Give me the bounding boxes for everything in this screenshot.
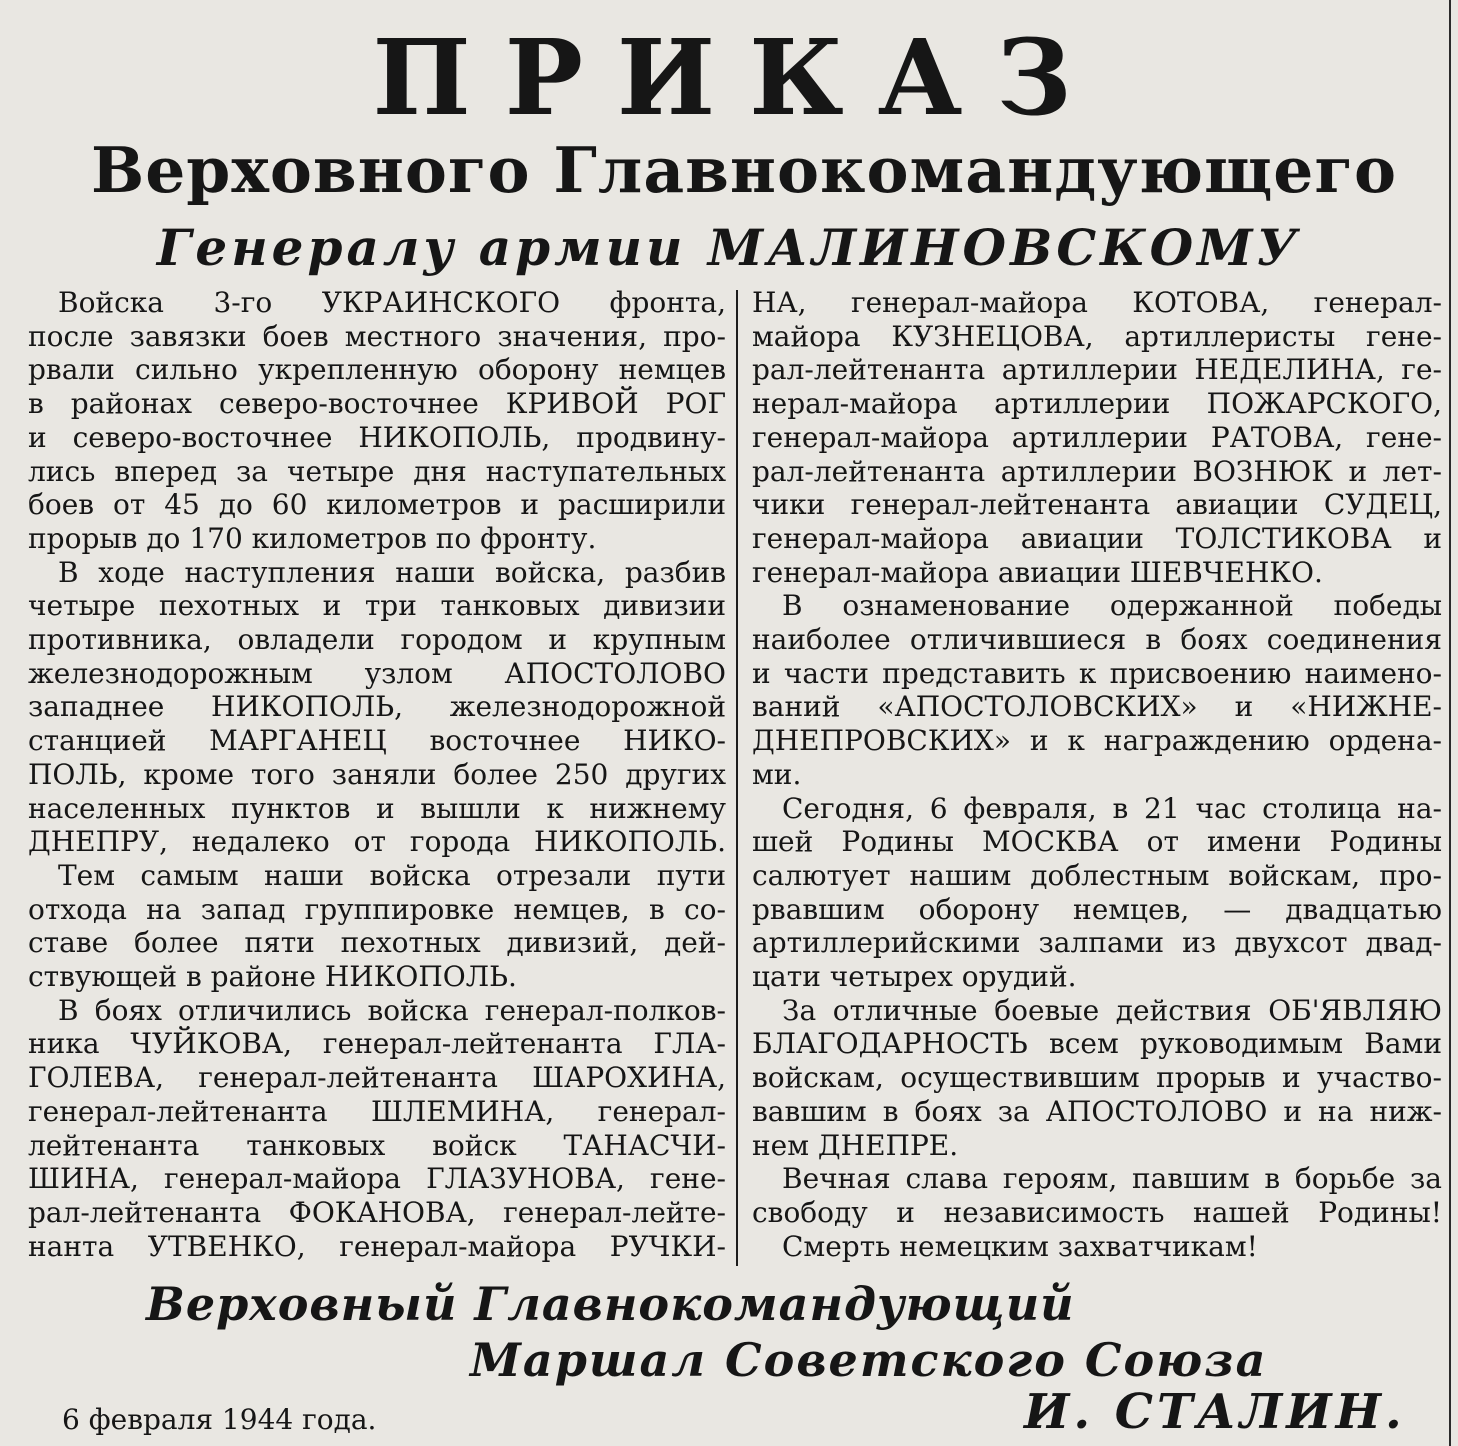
text-line: и северо-восточнее НИКОПОЛЬ, продвину- — [28, 420, 726, 454]
text-line: Вечная слава героям, павшим в борьбе за — [782, 1162, 1442, 1196]
order-addressee: Генералу армии МАЛИНОВСКОМУ — [156, 218, 1302, 277]
text-line: В ходе наступления наши войска, разбив — [58, 555, 726, 589]
text-line: населенных пунктов и вышли к нижнему — [28, 791, 726, 825]
text-line: нем ДНЕПРЕ. — [752, 1128, 959, 1162]
text-line: ми. — [752, 757, 802, 791]
text-line: лись вперед за четыре дня наступательных — [28, 454, 726, 488]
text-line: ПОЛЬ, кроме того заняли более 250 других — [28, 757, 726, 791]
text-line: нанта УТВЕНКО, генерал-майора РУЧКИ- — [28, 1229, 726, 1263]
text-line: ДНЕПРУ, недалеко от города НИКОПОЛЬ. — [28, 825, 726, 859]
text-line: ШИНА, генерал-майора ГЛАЗУНОВА, гене- — [28, 1162, 726, 1196]
text-line: вавшим в боях за АПОСТОЛОВО и на ниж- — [752, 1094, 1442, 1128]
text-line: рал-лейтенанта артиллерии НЕДЕЛИНА, ге- — [752, 353, 1442, 387]
text-line: В боях отличились войска генерал-полков- — [58, 993, 726, 1027]
text-line: прорыв до 170 километров по фронту. — [28, 521, 597, 555]
text-line: станцией МАРГАНЕЦ восточнее НИКО- — [28, 724, 726, 758]
text-line: генерал-майора авиации ТОЛСТИКОВА и — [752, 521, 1442, 555]
text-line: железнодорожным узлом АПОСТОЛОВО — [28, 656, 726, 690]
order-subtitle: Верховного Главнокомандующего — [90, 133, 1398, 207]
text-line: рвали сильно укрепленную оборону немцев — [28, 353, 726, 387]
left-column — [28, 286, 726, 1263]
text-line: рал-лейтенанта ФОКАНОВА, генерал-лейте- — [28, 1195, 726, 1229]
text-line: западнее НИКОПОЛЬ, железнодорожной — [28, 690, 726, 724]
text-line: противника, овладели городом и крупным — [28, 623, 726, 657]
text-line: Тем самым наши войска отрезали пути — [58, 858, 726, 892]
text-line: свободу и независимость нашей Родины! — [752, 1195, 1442, 1229]
signature-name: И. СТАЛИН. — [1024, 1384, 1406, 1440]
text-line: цати четырех орудий. — [752, 960, 1077, 994]
text-line: четыре пехотных и три танковых дивизии — [28, 589, 726, 623]
text-line: ставе более пяти пехотных дивизий, дей- — [28, 926, 726, 960]
signature-rank: Маршал Советского Союза — [470, 1333, 1268, 1387]
column-divider — [736, 290, 738, 1266]
text-line: наиболее отличившиеся в боях соединения — [752, 623, 1442, 657]
text-line: В ознаменование одержанной победы — [782, 589, 1442, 623]
text-line: войскам, осуществившим прорыв и участво- — [752, 1061, 1442, 1095]
text-line: чики генерал-лейтенанта авиации СУДЕЦ, — [752, 488, 1442, 522]
text-line: рал-лейтенанта артиллерии ВОЗНЮК и лет- — [752, 454, 1442, 488]
text-line: боев от 45 до 60 километров и расширили — [28, 488, 726, 522]
text-line: Сегодня, 6 февраля, в 21 час столица на- — [782, 791, 1442, 825]
text-line: ствующей в районе НИКОПОЛЬ. — [28, 960, 517, 994]
text-line: артиллерийскими залпами из двухсот двад- — [752, 926, 1442, 960]
text-line: ГОЛЕВА, генерал-лейтенанта ШАРОХИНА, — [28, 1061, 726, 1095]
text-line: Смерть немецким захватчикам! — [782, 1229, 1258, 1263]
text-line: ваний «АПОСТОЛОВСКИХ» и «НИЖНЕ- — [752, 690, 1442, 724]
text-line: генерал-майора авиации ШЕВЧЕНКО. — [752, 555, 1323, 589]
signature-role: Верховный Главнокомандующий — [146, 1277, 1075, 1331]
text-line: в районах северо-восточнее КРИВОЙ РОГ — [28, 387, 726, 421]
text-line: после завязки боев местного значения, про- — [28, 319, 726, 353]
text-line: Войска 3-го УКРАИНСКОГО фронта, — [58, 286, 726, 319]
text-line: лейтенанта танковых войск ТАНАСЧИ- — [28, 1128, 726, 1162]
text-line: генерал-лейтенанта ШЛЕМИНА, генерал- — [28, 1094, 726, 1128]
text-line: За отличные боевые действия ОБ'ЯВЛЯЮ — [782, 993, 1442, 1027]
order-title: ПРИКАЗ — [372, 16, 1106, 139]
order-date: 6 февраля 1944 года. — [62, 1403, 377, 1436]
text-line: отхода на запад группировке немцев, в со- — [28, 892, 726, 926]
text-line: нерал-майора артиллерии ПОЖАРСКОГО, — [752, 387, 1442, 421]
text-line: НА, генерал-майора КОТОВА, генерал- — [752, 286, 1442, 319]
text-line: генерал-майора артиллерии РАТОВА, гене- — [752, 420, 1442, 454]
text-line: рвавшим оборону немцев, — двадцатью — [752, 892, 1442, 926]
text-line: ника ЧУЙКОВА, генерал-лейтенанта ГЛА- — [28, 1027, 726, 1061]
text-line: ДНЕПРОВСКИХ» и к награждению ордена- — [752, 724, 1442, 758]
text-line: БЛАГОДАРНОСТЬ всем руководимым Вами — [752, 1027, 1442, 1061]
text-line: майора КУЗНЕЦОВА, артиллеристы гене- — [752, 319, 1442, 353]
text-line: и части представить к присвоению наимено- — [752, 656, 1442, 690]
text-line: салютует нашим доблестным войскам, про- — [752, 858, 1442, 892]
text-line: шей Родины МОСКВА от имени Родины — [752, 825, 1442, 859]
right-column — [752, 286, 1442, 1263]
